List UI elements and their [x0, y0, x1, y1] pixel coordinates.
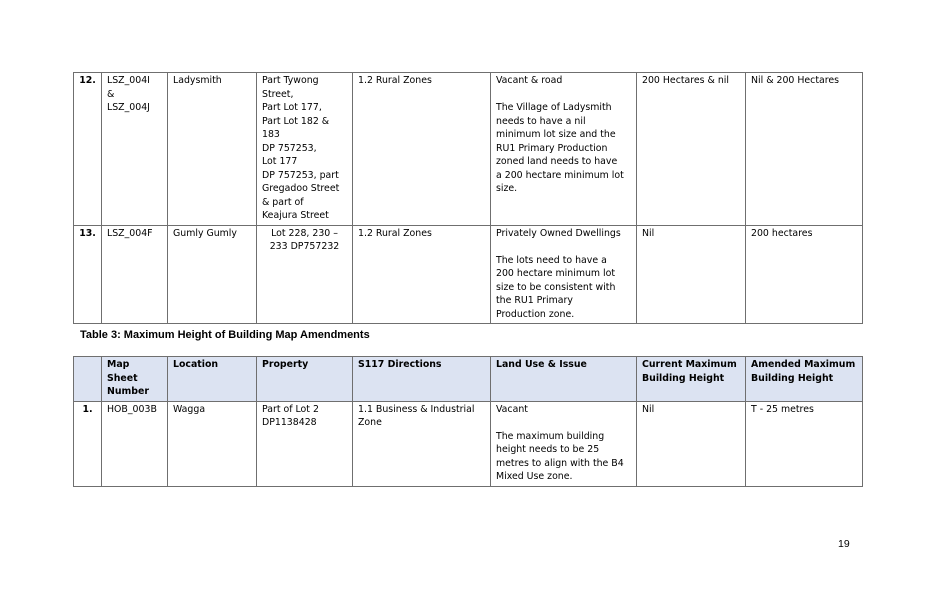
map-sheet-cell: LSZ_004F — [102, 225, 168, 324]
issue-line: The Village of Ladysmith — [496, 102, 612, 113]
property-line: Gregadoo Street — [262, 183, 340, 194]
row-number: 1. — [74, 401, 102, 486]
property-line: Lot 228, 230 – — [271, 227, 338, 239]
property-line: DP1138428 — [262, 417, 317, 428]
header-line: Number — [107, 386, 149, 397]
header-property: Property — [257, 357, 353, 402]
property-line: Part Lot 182 & — [262, 115, 330, 127]
property-line: DP 757253, part — [262, 169, 339, 181]
building-height-amendments-table — [73, 356, 863, 487]
land-use-title: Privately Owned Dwellings — [496, 227, 621, 239]
header-land-use: Land Use & Issue — [491, 357, 637, 402]
location-cell: Gumly Gumly — [168, 225, 257, 324]
property-line: Part Tywong — [262, 75, 319, 86]
land-use-title: Vacant & road — [496, 75, 563, 86]
table-row — [74, 401, 863, 486]
direction-line: 1.1 Business & Industrial — [358, 403, 475, 415]
row-number: 13. — [74, 225, 102, 324]
issue-line: minimum lot size and the — [496, 129, 616, 140]
property-cell — [257, 73, 353, 226]
land-use-title: Vacant — [496, 403, 528, 415]
header-line: Current Maximum — [642, 359, 737, 370]
issue-line: 200 hectare minimum lot — [496, 268, 616, 279]
property-line: 183 — [262, 129, 280, 140]
issue-line: metres to align with the B4 — [496, 457, 624, 469]
issue-line: the RU1 Primary — [496, 295, 573, 306]
table-row — [74, 73, 863, 226]
direction-cell: 1.2 Rural Zones — [353, 73, 491, 226]
land-use-cell — [491, 73, 637, 226]
map-sheet-line: LSZ_004I — [107, 75, 150, 86]
property-line: Street, — [262, 88, 294, 100]
header-row — [74, 357, 863, 402]
current-value-cell: 200 Hectares & nil — [637, 73, 746, 226]
issue-line: needs to have a nil — [496, 115, 586, 127]
property-line: Part Lot 177, — [262, 102, 322, 113]
location-cell: Ladysmith — [168, 73, 257, 226]
issue-line: The lots need to have a — [496, 254, 607, 266]
property-cell — [257, 225, 353, 324]
map-sheet-cell: HOB_003B — [102, 401, 168, 486]
issue-line: size to be consistent with — [496, 281, 616, 293]
property-line: DP 757253, — [262, 142, 317, 154]
property-cell — [257, 401, 353, 486]
current-value-cell: Nil — [637, 225, 746, 324]
issue-line: height needs to be 25 — [496, 444, 600, 455]
amended-value-cell: 200 hectares — [746, 225, 863, 324]
property-line: Lot 177 — [262, 156, 298, 167]
header-location: Location — [168, 357, 257, 402]
header-line: Map — [107, 359, 130, 370]
property-line: 233 DP757232 — [269, 241, 340, 252]
page-number: 19 — [838, 538, 850, 550]
header-current — [637, 357, 746, 402]
issue-line: a 200 hectare minimum lot — [496, 169, 624, 181]
table-row — [74, 225, 863, 324]
header-line: Building Height — [642, 372, 725, 384]
issue-line: The maximum building — [496, 430, 605, 442]
table-caption: Table 3: Maximum Height of Building Map Amendments — [80, 329, 370, 341]
property-line: Keajura Street — [262, 210, 329, 221]
property-line: Part of Lot 2 — [262, 403, 319, 415]
issue-line: zoned land needs to have — [496, 156, 618, 167]
map-sheet-cell — [102, 73, 168, 226]
issue-line: Production zone. — [496, 308, 575, 320]
amended-value-cell: Nil & 200 Hectares — [746, 73, 863, 226]
direction-cell: 1.2 Rural Zones — [353, 225, 491, 324]
map-sheet-line: LSZ_004J — [107, 102, 150, 113]
issue-line: size. — [496, 183, 518, 194]
header-direction: S117 Directions — [353, 357, 491, 402]
row-number: 12. — [74, 73, 102, 226]
location-cell: Wagga — [168, 401, 257, 486]
header-num — [74, 357, 102, 402]
direction-cell — [353, 401, 491, 486]
land-use-cell — [491, 225, 637, 324]
header-amended — [746, 357, 863, 402]
direction-line: Zone — [358, 417, 382, 428]
amended-value-cell: T - 25 metres — [746, 401, 863, 486]
property-line: & part of — [262, 196, 304, 208]
header-map-sheet — [102, 357, 168, 402]
header-line: Building Height — [751, 372, 834, 384]
header-line: Amended Maximum — [751, 359, 856, 370]
map-sheet-line: & — [107, 88, 115, 100]
current-value-cell: Nil — [637, 401, 746, 486]
issue-line: RU1 Primary Production — [496, 142, 608, 154]
header-line: Sheet — [107, 372, 138, 384]
lot-size-amendments-table — [73, 72, 863, 324]
land-use-cell — [491, 401, 637, 486]
issue-line: Mixed Use zone. — [496, 471, 573, 482]
